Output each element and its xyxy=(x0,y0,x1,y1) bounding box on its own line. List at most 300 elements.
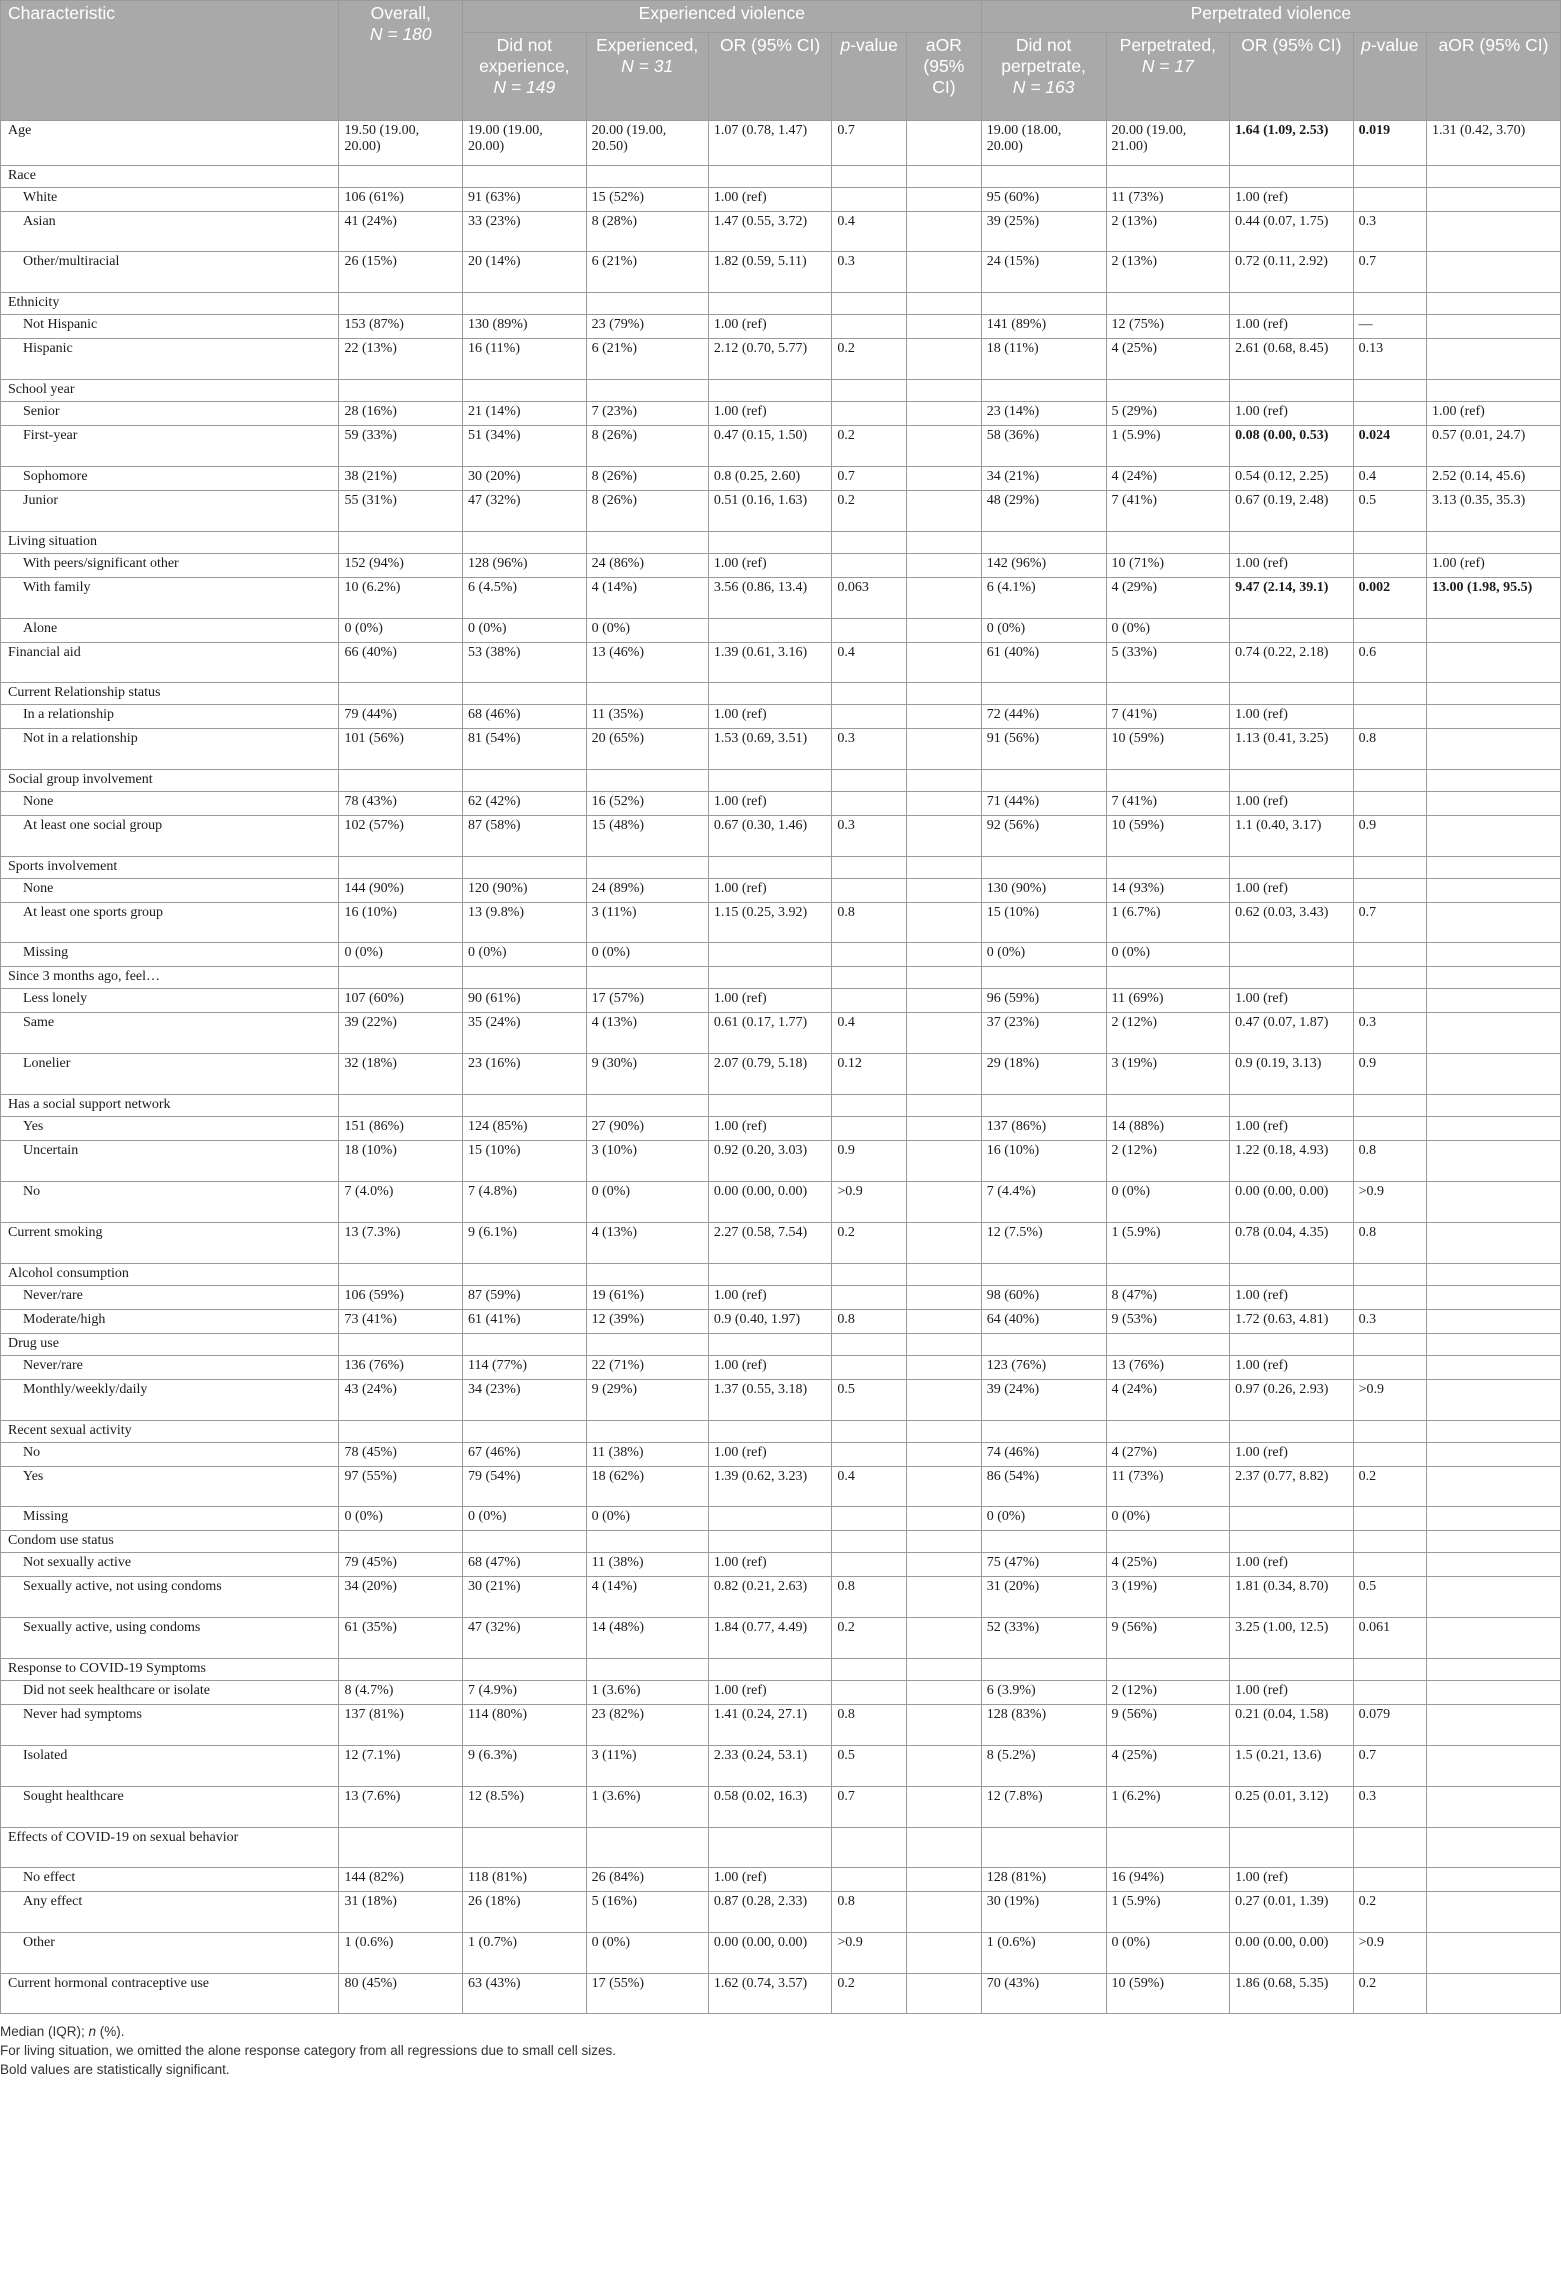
table-cell: 1.00 (ref) xyxy=(708,188,832,212)
table-cell xyxy=(1353,1553,1426,1577)
table-cell xyxy=(907,792,982,816)
table-cell xyxy=(1106,380,1230,402)
table-cell: 1.41 (0.24, 27.1) xyxy=(708,1705,832,1746)
table-cell xyxy=(1426,188,1560,212)
table-cell xyxy=(1106,770,1230,792)
table-cell xyxy=(1353,1095,1426,1117)
header-experienced-label: Experienced, xyxy=(596,35,699,55)
table-cell: 43 (24%) xyxy=(339,1380,463,1421)
table-cell xyxy=(907,1787,982,1828)
table-cell xyxy=(586,1095,708,1117)
table-cell xyxy=(1230,1334,1354,1356)
table-cell: 1.00 (ref) xyxy=(1230,1443,1354,1467)
table-row xyxy=(1,1380,1561,1421)
table-cell: 4 (14%) xyxy=(586,578,708,619)
table-cell: 55 (31%) xyxy=(339,491,463,532)
table-cell xyxy=(586,857,708,879)
table-cell xyxy=(907,1577,982,1618)
table-row xyxy=(1,188,1561,212)
table-row xyxy=(1,426,1561,467)
table-cell xyxy=(907,1310,982,1334)
table-cell xyxy=(981,380,1106,402)
table-cell: 0.9 (0.19, 3.13) xyxy=(1230,1054,1354,1095)
table-cell: 39 (22%) xyxy=(339,1013,463,1054)
table-cell xyxy=(907,1467,982,1507)
table-cell xyxy=(1106,857,1230,879)
row-label: No effect xyxy=(1,1868,339,1892)
table-cell: 6 (21%) xyxy=(586,339,708,380)
table-cell xyxy=(339,1095,463,1117)
table-cell: 1 (0.6%) xyxy=(339,1933,463,1974)
row-label: Sought healthcare xyxy=(1,1787,339,1828)
table-cell xyxy=(907,402,982,426)
table-cell xyxy=(1353,1117,1426,1141)
table-cell: 0 (0%) xyxy=(339,619,463,643)
table-cell xyxy=(1426,1746,1560,1787)
table-cell xyxy=(907,491,982,532)
table-cell xyxy=(1353,532,1426,554)
table-cell: 15 (10%) xyxy=(463,1141,587,1182)
table-cell: 3 (19%) xyxy=(1106,1577,1230,1618)
table-row xyxy=(1,943,1561,967)
table-cell: 9 (29%) xyxy=(586,1380,708,1421)
table-cell: 0.9 (0.40, 1.97) xyxy=(708,1310,832,1334)
table-cell: 13 (76%) xyxy=(1106,1356,1230,1380)
header-perp-pvalue: p-value xyxy=(1353,33,1426,121)
table-cell: 106 (61%) xyxy=(339,188,463,212)
table-cell xyxy=(907,1334,982,1356)
table-cell xyxy=(1426,1974,1560,2014)
table-cell xyxy=(832,1264,907,1286)
row-label: Less lonely xyxy=(1,989,339,1013)
table-cell: 0.4 xyxy=(832,1467,907,1507)
table-cell: — xyxy=(1353,315,1426,339)
table-cell: 1 (5.9%) xyxy=(1106,1223,1230,1264)
row-label: Not Hispanic xyxy=(1,315,339,339)
table-cell: 81 (54%) xyxy=(463,729,587,770)
header-did-not-experience xyxy=(463,33,587,121)
table-cell: 1.07 (0.78, 1.47) xyxy=(708,121,832,166)
table-cell: 1.53 (0.69, 3.51) xyxy=(708,729,832,770)
table-cell: 1.00 (ref) xyxy=(708,705,832,729)
table-cell xyxy=(1353,967,1426,989)
table-cell xyxy=(907,578,982,619)
table-cell: 0 (0%) xyxy=(586,1933,708,1974)
table-row xyxy=(1,212,1561,252)
table-cell xyxy=(1426,1553,1560,1577)
table-cell: 61 (35%) xyxy=(339,1618,463,1659)
table-cell xyxy=(832,705,907,729)
table-cell: 0.00 (0.00, 0.00) xyxy=(708,1182,832,1223)
table-cell: 2.61 (0.68, 8.45) xyxy=(1230,339,1354,380)
table-cell xyxy=(907,1264,982,1286)
table-cell: 10 (71%) xyxy=(1106,554,1230,578)
table-cell xyxy=(832,188,907,212)
table-cell: 107 (60%) xyxy=(339,989,463,1013)
table-cell: 73 (41%) xyxy=(339,1310,463,1334)
table-cell xyxy=(832,1828,907,1868)
table-cell xyxy=(832,532,907,554)
table-cell xyxy=(1426,729,1560,770)
table-cell xyxy=(1353,293,1426,315)
table-cell: 8 (26%) xyxy=(586,467,708,491)
table-cell xyxy=(1426,1868,1560,1892)
table-cell xyxy=(907,1705,982,1746)
table-cell: 0.6 xyxy=(1353,643,1426,683)
table-cell xyxy=(907,1095,982,1117)
table-cell: 0 (0%) xyxy=(586,1182,708,1223)
table-cell: 1 (5.9%) xyxy=(1106,1892,1230,1933)
table-cell: 19.50 (19.00, 20.00) xyxy=(339,121,463,166)
table-cell: 1.84 (0.77, 4.49) xyxy=(708,1618,832,1659)
table-cell: 0 (0%) xyxy=(586,619,708,643)
table-cell xyxy=(708,1659,832,1681)
table-cell: 0.74 (0.22, 2.18) xyxy=(1230,643,1354,683)
header-overall xyxy=(339,1,463,121)
table-cell: 20 (14%) xyxy=(463,252,587,293)
table-cell: 0.47 (0.07, 1.87) xyxy=(1230,1013,1354,1054)
table-cell xyxy=(981,1531,1106,1553)
table-cell: 23 (82%) xyxy=(586,1705,708,1746)
table-row xyxy=(1,816,1561,857)
table-cell xyxy=(1353,166,1426,188)
table-cell: 1.00 (ref) xyxy=(708,1286,832,1310)
table-row xyxy=(1,252,1561,293)
table-cell: 0.7 xyxy=(1353,1746,1426,1787)
table-cell xyxy=(586,683,708,705)
table-cell xyxy=(907,380,982,402)
table-cell: 29 (18%) xyxy=(981,1054,1106,1095)
table-cell xyxy=(907,1681,982,1705)
table-cell xyxy=(463,1095,587,1117)
table-cell: 0 (0%) xyxy=(1106,619,1230,643)
table-cell: 26 (18%) xyxy=(463,1892,587,1933)
table-cell xyxy=(708,967,832,989)
table-cell xyxy=(1353,943,1426,967)
header-overall-n: N = 180 xyxy=(369,24,432,44)
header-experienced xyxy=(586,33,708,121)
table-cell xyxy=(1230,683,1354,705)
table-cell xyxy=(832,554,907,578)
table-cell: 7 (41%) xyxy=(1106,792,1230,816)
table-cell xyxy=(1230,1659,1354,1681)
table-cell: 0.024 xyxy=(1353,426,1426,467)
table-cell: 0.51 (0.16, 1.63) xyxy=(708,491,832,532)
table-cell xyxy=(832,293,907,315)
table-cell xyxy=(981,293,1106,315)
table-cell: 52 (33%) xyxy=(981,1618,1106,1659)
table-cell xyxy=(1426,380,1560,402)
table-cell xyxy=(907,1933,982,1974)
table-cell xyxy=(586,1264,708,1286)
table-cell: 14 (88%) xyxy=(1106,1117,1230,1141)
table-cell: 1.00 (ref) xyxy=(1230,792,1354,816)
row-label: Sexually active, not using condoms xyxy=(1,1577,339,1618)
table-cell: 1.13 (0.41, 3.25) xyxy=(1230,729,1354,770)
table-cell: 3.13 (0.35, 35.3) xyxy=(1426,491,1560,532)
table-cell: 12 (8.5%) xyxy=(463,1787,587,1828)
table-cell xyxy=(339,1334,463,1356)
table-cell: 1.1 (0.40, 3.17) xyxy=(1230,816,1354,857)
table-cell: 1.00 (ref) xyxy=(708,1868,832,1892)
table-cell xyxy=(907,619,982,643)
table-row xyxy=(1,1356,1561,1380)
table-cell: 120 (90%) xyxy=(463,879,587,903)
table-cell: 58 (36%) xyxy=(981,426,1106,467)
table-cell: 17 (55%) xyxy=(586,1974,708,2014)
table-cell xyxy=(1426,643,1560,683)
table-cell: 0.019 xyxy=(1353,121,1426,166)
table-cell xyxy=(832,166,907,188)
table-cell: 0 (0%) xyxy=(339,1507,463,1531)
table-cell: 0.3 xyxy=(1353,1787,1426,1828)
table-cell: 10 (59%) xyxy=(1106,816,1230,857)
table-cell: 53 (38%) xyxy=(463,643,587,683)
table-cell xyxy=(981,532,1106,554)
table-cell: 48 (29%) xyxy=(981,491,1106,532)
table-cell: 0.2 xyxy=(832,426,907,467)
table-cell xyxy=(981,857,1106,879)
table-cell: 16 (94%) xyxy=(1106,1868,1230,1892)
table-cell: >0.9 xyxy=(832,1182,907,1223)
row-label: Effects of COVID-19 on sexual behavior xyxy=(1,1828,339,1868)
table-cell xyxy=(1426,1334,1560,1356)
table-cell xyxy=(1230,1828,1354,1868)
row-label: Junior xyxy=(1,491,339,532)
header-exp-pvalue-rest: -value xyxy=(850,35,898,55)
table-cell xyxy=(1353,188,1426,212)
table-cell: 71 (44%) xyxy=(981,792,1106,816)
table-cell: 4 (25%) xyxy=(1106,339,1230,380)
table-cell: 0.8 xyxy=(832,1310,907,1334)
table-cell: 1.00 (ref) xyxy=(1230,1356,1354,1380)
table-cell: 142 (96%) xyxy=(981,554,1106,578)
table-cell xyxy=(586,1531,708,1553)
table-cell: 24 (89%) xyxy=(586,879,708,903)
table-cell: 101 (56%) xyxy=(339,729,463,770)
table-cell: 0.8 xyxy=(832,1577,907,1618)
table-cell xyxy=(339,1531,463,1553)
table-cell: 8 (5.2%) xyxy=(981,1746,1106,1787)
table-cell: 1.00 (ref) xyxy=(1426,402,1560,426)
header-exp-or xyxy=(708,33,832,121)
table-cell: 0 (0%) xyxy=(463,943,587,967)
table-cell: 0.4 xyxy=(832,643,907,683)
table-cell: 18 (10%) xyxy=(339,1141,463,1182)
table-cell: 0 (0%) xyxy=(1106,943,1230,967)
table-cell xyxy=(1106,166,1230,188)
table-cell xyxy=(339,967,463,989)
table-cell: 33 (23%) xyxy=(463,212,587,252)
category-row xyxy=(1,293,1561,315)
table-cell xyxy=(708,943,832,967)
table-cell xyxy=(907,857,982,879)
table-cell: 0 (0%) xyxy=(463,619,587,643)
table-cell xyxy=(586,967,708,989)
table-cell: 30 (19%) xyxy=(981,1892,1106,1933)
table-cell: 2.37 (0.77, 8.82) xyxy=(1230,1467,1354,1507)
table-row xyxy=(1,1117,1561,1141)
table-cell xyxy=(339,770,463,792)
row-label: Sports involvement xyxy=(1,857,339,879)
table-cell xyxy=(832,792,907,816)
table-cell xyxy=(1353,1868,1426,1892)
table-cell xyxy=(586,1334,708,1356)
table-cell: 9 (6.1%) xyxy=(463,1223,587,1264)
table-cell: 1 (6.7%) xyxy=(1106,903,1230,943)
table-cell xyxy=(1353,619,1426,643)
table-cell: 1.00 (ref) xyxy=(1426,554,1560,578)
table-cell xyxy=(1426,1013,1560,1054)
table-cell xyxy=(1353,1681,1426,1705)
table-cell: 0.00 (0.00, 0.00) xyxy=(1230,1933,1354,1974)
table-cell xyxy=(907,1141,982,1182)
row-label: White xyxy=(1,188,339,212)
table-cell: 1.00 (ref) xyxy=(708,315,832,339)
table-cell: 1.00 (ref) xyxy=(1230,705,1354,729)
table-cell: 0 (0%) xyxy=(586,943,708,967)
table-cell: 0.9 xyxy=(832,1141,907,1182)
table-row xyxy=(1,1577,1561,1618)
table-cell: 0.13 xyxy=(1353,339,1426,380)
table-cell: 47 (32%) xyxy=(463,491,587,532)
table-cell xyxy=(907,903,982,943)
table-cell: 0.44 (0.07, 1.75) xyxy=(1230,212,1354,252)
table-cell: 0.8 (0.25, 2.60) xyxy=(708,467,832,491)
table-cell: 20.00 (19.00, 20.50) xyxy=(586,121,708,166)
table-cell: 37 (23%) xyxy=(981,1013,1106,1054)
table-cell: 19 (61%) xyxy=(586,1286,708,1310)
table-cell xyxy=(1426,1892,1560,1933)
table-cell: 68 (47%) xyxy=(463,1553,587,1577)
row-label: Financial aid xyxy=(1,643,339,683)
row-label: Alcohol consumption xyxy=(1,1264,339,1286)
table-cell xyxy=(907,1013,982,1054)
table-cell xyxy=(832,1334,907,1356)
row-label: Monthly/weekly/daily xyxy=(1,1380,339,1421)
table-cell: 39 (24%) xyxy=(981,1380,1106,1421)
table-cell: 0 (0%) xyxy=(981,619,1106,643)
table-cell xyxy=(907,989,982,1013)
table-cell: 1.47 (0.55, 3.72) xyxy=(708,212,832,252)
table-cell: 16 (11%) xyxy=(463,339,587,380)
table-cell: 1.00 (ref) xyxy=(1230,879,1354,903)
table-cell: 0.3 xyxy=(1353,1310,1426,1334)
table-cell: 2 (13%) xyxy=(1106,252,1230,293)
table-cell: 34 (20%) xyxy=(339,1577,463,1618)
table-cell: 64 (40%) xyxy=(981,1310,1106,1334)
table-cell: 2.07 (0.79, 5.18) xyxy=(708,1054,832,1095)
table-cell: 1.00 (ref) xyxy=(708,1443,832,1467)
table-cell: 18 (62%) xyxy=(586,1467,708,1507)
table-cell xyxy=(907,315,982,339)
footnote-1-b: n xyxy=(88,2024,97,2039)
table-cell xyxy=(907,1892,982,1933)
table-cell: 137 (86%) xyxy=(981,1117,1106,1141)
table-cell xyxy=(832,1443,907,1467)
row-label: Drug use xyxy=(1,1334,339,1356)
table-cell xyxy=(907,1117,982,1141)
table-cell xyxy=(832,1659,907,1681)
table-cell xyxy=(339,857,463,879)
table-cell: 9 (53%) xyxy=(1106,1310,1230,1334)
table-cell xyxy=(832,1681,907,1705)
table-cell xyxy=(832,1531,907,1553)
row-label: Current hormonal contraceptive use xyxy=(1,1974,339,2014)
row-label: At least one sports group xyxy=(1,903,339,943)
table-row xyxy=(1,1507,1561,1531)
table-cell: 0.3 xyxy=(832,816,907,857)
table-cell xyxy=(1426,1141,1560,1182)
table-cell: 78 (45%) xyxy=(339,1443,463,1467)
table-cell xyxy=(1426,1618,1560,1659)
row-label: Asian xyxy=(1,212,339,252)
table-cell xyxy=(1353,1507,1426,1531)
table-cell: 61 (40%) xyxy=(981,643,1106,683)
table-cell: 13 (7.3%) xyxy=(339,1223,463,1264)
table-row xyxy=(1,903,1561,943)
table-cell xyxy=(1230,619,1354,643)
table-cell: 19.00 (19.00, 20.00) xyxy=(463,121,587,166)
table-row xyxy=(1,578,1561,619)
row-label: With peers/significant other xyxy=(1,554,339,578)
row-label: No xyxy=(1,1443,339,1467)
table-cell xyxy=(1426,1828,1560,1868)
table-cell xyxy=(1353,1264,1426,1286)
table-cell: 0.2 xyxy=(832,1618,907,1659)
header-exp-or-label: OR (95% CI) xyxy=(720,35,821,55)
table-cell: 13.00 (1.98, 95.5) xyxy=(1426,578,1560,619)
table-cell: 0.2 xyxy=(832,1974,907,2014)
category-row xyxy=(1,683,1561,705)
table-cell xyxy=(832,1507,907,1531)
row-label: Never had symptoms xyxy=(1,1705,339,1746)
table-cell xyxy=(1426,619,1560,643)
table-cell: 128 (81%) xyxy=(981,1868,1106,1892)
category-row xyxy=(1,380,1561,402)
row-label: Response to COVID-19 Symptoms xyxy=(1,1659,339,1681)
row-label: Sophomore xyxy=(1,467,339,491)
table-row xyxy=(1,1705,1561,1746)
table-cell: 2 (12%) xyxy=(1106,1141,1230,1182)
table-cell: 0.2 xyxy=(832,339,907,380)
table-cell: 13 (46%) xyxy=(586,643,708,683)
table-cell: 0 (0%) xyxy=(1106,1933,1230,1974)
table-cell: 1.00 (ref) xyxy=(708,554,832,578)
table-cell: 97 (55%) xyxy=(339,1467,463,1507)
table-cell xyxy=(1353,1286,1426,1310)
table-cell: 1 (3.6%) xyxy=(586,1681,708,1705)
category-row xyxy=(1,1659,1561,1681)
table-cell xyxy=(907,1223,982,1264)
row-label: Other xyxy=(1,1933,339,1974)
table-row xyxy=(1,1141,1561,1182)
table-cell: 75 (47%) xyxy=(981,1553,1106,1577)
table-cell xyxy=(981,967,1106,989)
row-label: Not in a relationship xyxy=(1,729,339,770)
table-cell: 0.7 xyxy=(832,467,907,491)
table-cell: 51 (34%) xyxy=(463,426,587,467)
category-row xyxy=(1,166,1561,188)
table-cell xyxy=(1106,1828,1230,1868)
table-cell xyxy=(463,1334,587,1356)
table-cell: 130 (90%) xyxy=(981,879,1106,903)
table-row xyxy=(1,1553,1561,1577)
table-cell xyxy=(832,315,907,339)
table-cell xyxy=(1353,1421,1426,1443)
table-cell: 38 (21%) xyxy=(339,467,463,491)
table-cell: 80 (45%) xyxy=(339,1974,463,2014)
